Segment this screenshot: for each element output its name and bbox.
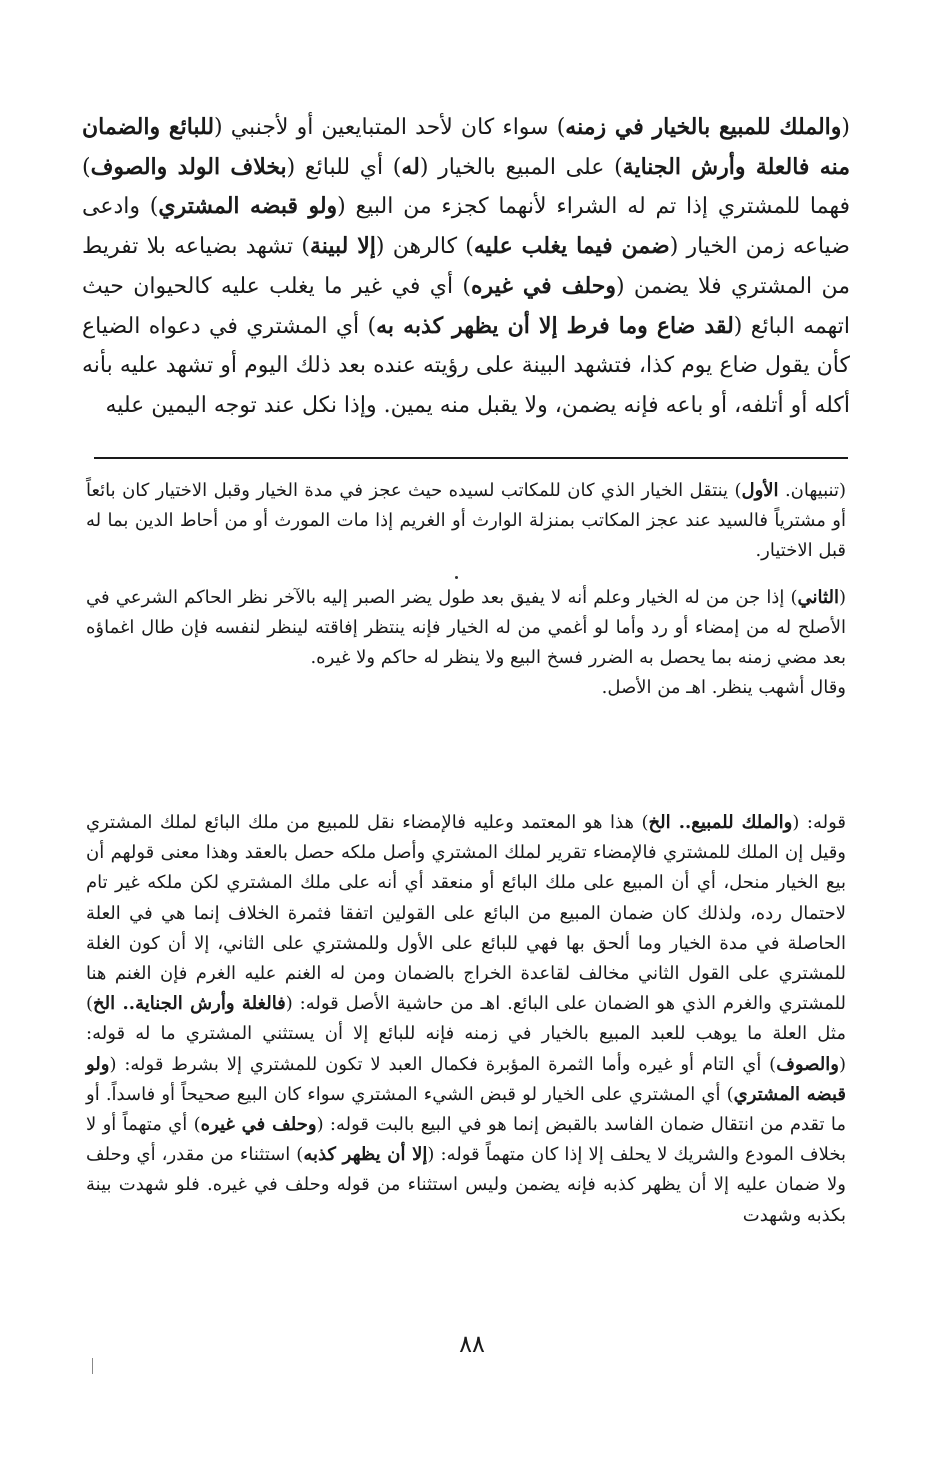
bold-matn-phrase: والملك للمبيع بالخيار في زمنه bbox=[565, 114, 842, 140]
text-run: ) تشهد بضياعه بلا تفريط من المشتري فلا يضمن ( bbox=[82, 234, 850, 299]
text-run: ) هذا هو المعتمد وعليه فالإمضاء نقل للمبيع من ملك البائع لملك المشتري وقيل إن الملك للمشتري فالإمضاء تقرير لملك المشتري وأصل ملكه حصل بالعقد وهذا معنى قولهم أن بيع الخيار منحل، أي أن المبيع على ملك البائع أو منعقد أي أنه على ملك المشتري لكن ملكه غير تام لاحتمال رده، ولذلك كان ضمان المبيع من البائع على القولين اتفقا فثمرة الخلاف إنما هي في العلة الحاصلة في مدة الخيار وما ألحق بها فهي للبائع على الأول وللمشتري على الثاني، إلا أن كون الغلة للمشتري على القول الثاني مخالف لقاعدة الخراج بالضمان ومن له الغنم عليه الغرم فإن الغنم هنا للمشتري والغرم الذي هو الضمان على البائع. اهـ من حاشية الأصل قوله: ( bbox=[86, 812, 846, 1015]
text-run: ) أي التام أو غيره وأما الثمرة المؤبرة فكمال العبد لا تكون للمشتري إلا بشرط قوله: ( bbox=[109, 1053, 777, 1075]
footnote-first bbox=[86, 476, 846, 567]
bold-matn-phrase: وحلف في غيره bbox=[200, 1114, 317, 1136]
text-run: ) ينتقل الخيار الذي كان للمكاتب لسيده حيث عجز في مدة الخيار وقبل الاختيار كان بائعاً أو مشترياً فالسيد عند عجز المكاتب بمنزلة الوارث أو الغريم إذا مات المورث أو من أحاط الدين بما له قبل الاختيار. bbox=[86, 480, 846, 562]
page-number: ٨٨ bbox=[459, 1330, 485, 1358]
text-run: ) أي المشتري على الخيار لو قبض الشيء المشتري سواء كان البيع صحيحاً أو فاسداً. أو ما تقدم من انتقال ضمان الفاسد بالقبض إنما هو في البيع بالبت قوله: ( bbox=[86, 1083, 846, 1136]
bold-matn-phrase: ولو قبضه المشتري bbox=[158, 193, 338, 220]
stray-dot bbox=[455, 576, 458, 579]
bold-matn-phrase: له bbox=[401, 153, 420, 180]
text-run: قوله: ( bbox=[792, 812, 846, 833]
bold-matn-phrase: ضمن فيما يغلب عليه bbox=[473, 233, 670, 260]
text-run: ) استثناء من مقدر، أي وحلف ولا ضمان عليه إلا أن يظهر كذبه فإنه يضمن وليس استثناء من قوله وحلف في غيره. فلو شهدت بينة بكذبه وشهدت bbox=[86, 1144, 846, 1226]
text-run: ( bbox=[841, 115, 851, 140]
bold-matn-phrase: الأول bbox=[741, 480, 779, 501]
footnote-second-tail: وقال أشهب ينظر. اهـ من الأصل. bbox=[601, 677, 846, 699]
footnote-second bbox=[86, 583, 846, 704]
bold-matn-phrase: والصوف bbox=[776, 1053, 839, 1075]
footnote-second-body bbox=[86, 587, 846, 668]
footnotes bbox=[86, 476, 846, 719]
text-run: ) على المبيع بالخيار ( bbox=[419, 154, 623, 180]
commentary-paragraph bbox=[86, 808, 846, 1231]
text-run: (تنبيهان. bbox=[778, 480, 846, 501]
text-run: ) كالرهن ( bbox=[375, 234, 474, 260]
bold-matn-phrase: بخلاف الولد والصوف bbox=[90, 153, 287, 180]
bold-matn-phrase: للبائع والضمان منه فالعلة وأرش الجناية bbox=[82, 114, 851, 180]
text-run: ) إذا جن من له الخيار وعلم أنه لا يفيق بعد طول يضر الصبر إليه بالآخر نظر الحاكم الشرعي في الأصلح له من إمضاء أو رد وأما لو أغمي من له الخيار فإنه ينتظر إفاقته لينظر لنفسه فإن طال اغماؤه بعد مضي زمنه بما يحصل به الضرر فسخ البيع ولا ينظر له حاكم ولا غيره. bbox=[86, 586, 846, 669]
bold-matn-phrase: وحلف في غيره bbox=[471, 272, 616, 299]
bold-matn-phrase: ولو قبضه المشتري bbox=[86, 1053, 846, 1105]
text-run: ) فهما للمشتري إذا تم له الشراء لأنهما كجزء من البيع ( bbox=[82, 154, 851, 220]
footnote-separator-rule bbox=[94, 457, 848, 459]
text-run: ) أي متهماً أو لا بخلاف المودع والشريك لا يحلف إلا إذا كان متهماً قوله: ( bbox=[86, 1114, 847, 1166]
main-text-paragraph bbox=[82, 108, 850, 426]
bold-matn-phrase: لقد ضاع وما فرط إلا أن يظهر كذبه به bbox=[376, 312, 734, 339]
bold-matn-phrase: والملك للمبيع.. الخ bbox=[648, 812, 793, 833]
text-run: ( bbox=[838, 586, 846, 608]
text-run: ) أي المشتري في دعواه الضياع كأن يقول ضاع يوم كذا، فتشهد البينة على رؤيته عنده بعد ذلك اليوم أو تشهد عليه بأنه أكله أو أتلفه، أو باعه فإنه يضمن، ولا يقبل منه يمين. وإذا نكل عند توجه اليمين عليه bbox=[82, 313, 850, 418]
text-run: ) سواء كان لأحد المتبايعين أو لأجنبي ( bbox=[214, 115, 566, 140]
text-run: ) أي في غير ما يغلب عليه كالحيوان حيث اتهمه البائع ( bbox=[82, 273, 851, 339]
bold-matn-phrase: إلا أن يظهر كذبه bbox=[303, 1144, 428, 1166]
text-run: ) وادعى ضياعه زمن الخيار ( bbox=[82, 194, 850, 260]
text-run: ) أي للبائع ( bbox=[286, 154, 402, 180]
scan-edge-mark bbox=[92, 1358, 93, 1374]
bold-matn-phrase: الثاني bbox=[797, 586, 839, 608]
bold-matn-phrase: إلا لبينة bbox=[309, 233, 376, 260]
text-run: ) مثل العلة ما يوهب للعبد المبيع بالخيار في زمنه فإنه للبائع إلا أن يستثني المشتري ما له قوله: ( bbox=[86, 993, 846, 1075]
bold-matn-phrase: فالغلة وأرش الجناية.. الخ bbox=[93, 993, 286, 1015]
